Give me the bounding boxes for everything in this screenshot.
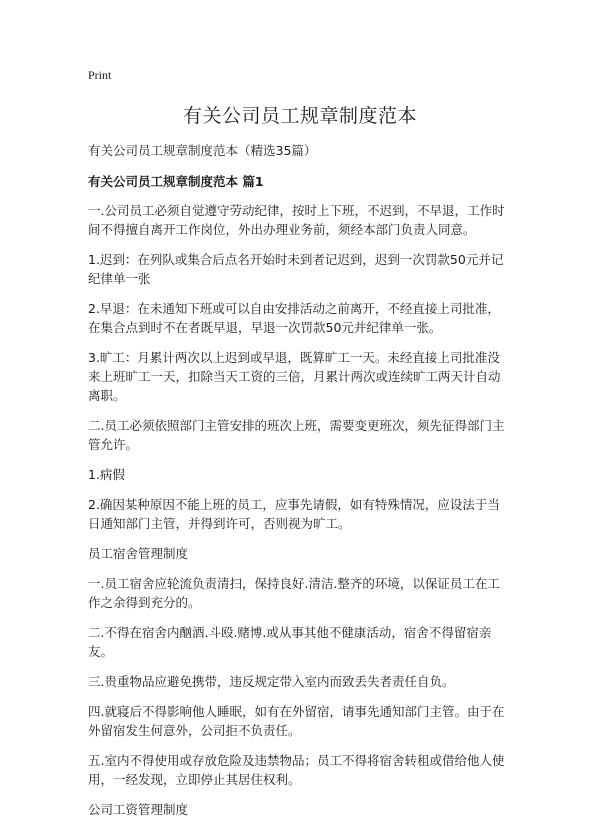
paragraph-dorm-cleaning: 一.员工宿舍应轮流负责清扫，保持良好.清洁.整齐的环境，以保证员工在工作之余得到充分的。	[88, 576, 500, 610]
paragraph-attendance-rule: 一.公司员工必须自觉遵守劳动纪律，按时上下班，不迟到，不早退，工作时间不得擅自离开工作岗位，外出办理业务前，须经本部门负责人同意。	[88, 203, 505, 237]
paragraph-salary-heading: 公司工资管理制度	[88, 802, 189, 817]
paragraph-early-leave-rule: 2.早退：在未通知下班或可以自由安排活动之前离开，不经直接上司批准，在集合点到时不在者既早退，早退一次罚款50元并纪律单一张。	[88, 301, 500, 335]
paragraph-dorm-prohibited: 五.室内不得使用或存放危险及违禁物品；员工不得将宿舍转租或借给他人使用，一经发现，立即停止其居住权利。	[88, 753, 505, 787]
paragraph-leave-request: 2.确因某种原因不能上班的员工，应事先请假，如有特殊情况，应设法于当日通知部门主管，并得到许可，否则视为旷工。	[88, 497, 500, 531]
paragraph-absence-rule: 3.旷工：月累计两次以上迟到或早退，既算旷工一天。未经直接上司批准没来上班旷工一天，扣除当天工资的三倍，月累计两次或连续旷工两天计自动离职。	[88, 350, 501, 403]
paragraph-dorm-heading: 员工宿舍管理制度	[88, 546, 189, 561]
paragraph-late-rule: 1.迟到：在列队或集合后点名开始时未到者记迟到，迟到一次罚款50元并记纪律单一张	[88, 252, 504, 286]
paragraph-shift-rule: 二.员工必须依照部门主管安排的班次上班，需要变更班次，须先征得部门主管允许。	[88, 418, 505, 452]
paragraph-dorm-sleep: 四.就寝后不得影响他人睡眠，如有在外留宿，请事先通知部门主管。由于在外留宿发生何意外，公司拒不负责任。	[88, 704, 505, 738]
paragraph-dorm-conduct: 二.不得在宿舍内酗酒.斗殴.赌博.或从事其他不健康活动，宿舍不得留宿亲友。	[88, 625, 492, 659]
section-heading: 有关公司员工规章制度范本 篇1	[88, 174, 264, 189]
paragraph-sick-leave: 1.病假	[88, 467, 125, 482]
document-title: 有关公司员工规章制度范本	[182, 105, 417, 127]
print-link[interactable]: Print	[88, 68, 112, 82]
document-subtitle: 有关公司员工规章制度范本（精选35篇）	[88, 143, 317, 158]
paragraph-dorm-valuables: 三.贵重物品应避免携带，违反规定带入室内而致丢失者责任自负。	[88, 674, 455, 689]
